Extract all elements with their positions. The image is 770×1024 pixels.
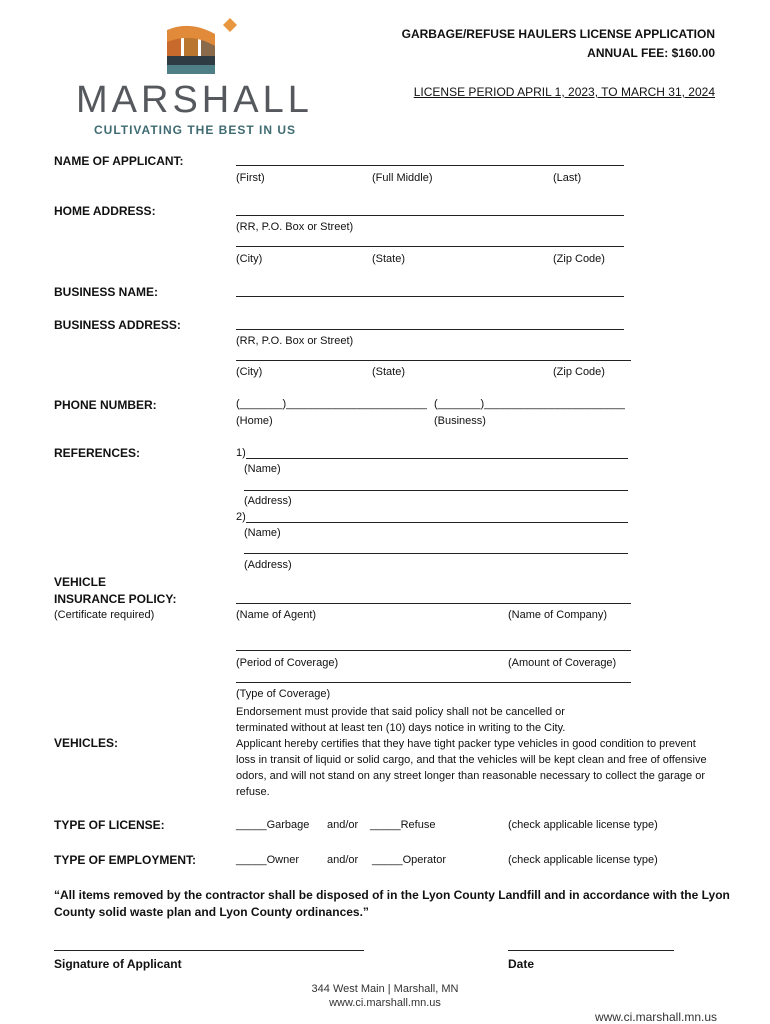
references-label: REFERENCES: (54, 446, 141, 460)
home-address-label: HOME ADDRESS: (54, 204, 156, 218)
agent-company-field[interactable] (236, 603, 631, 604)
reference-2-name-caption: (Name) (244, 527, 281, 539)
signature-label: Signature of Applicant (54, 957, 182, 971)
reference-1-address-field[interactable] (244, 490, 628, 491)
middle-caption: (Full Middle) (372, 172, 433, 184)
vehicle-label: VEHICLE (54, 575, 107, 589)
marshall-logo (70, 16, 340, 141)
first-caption: (First) (236, 172, 265, 184)
insurance-policy-label: INSURANCE POLICY: (54, 592, 177, 606)
footer-website: www.ci.marshall.mn.us (329, 997, 441, 1009)
coverage-period-amount-field[interactable] (236, 650, 631, 651)
reference-2-address-field[interactable] (244, 553, 628, 554)
period-caption: (Period of Coverage) (236, 657, 339, 669)
employment-type-label: TYPE OF EMPLOYMENT: (54, 853, 197, 867)
last-caption: (Last) (553, 172, 582, 184)
home-phone-field[interactable]: (_______)_______________________ (236, 398, 427, 410)
home-street-caption: (RR, P.O. Box or Street) (236, 221, 354, 233)
footer-address: 344 West Main | Marshall, MN (311, 983, 459, 995)
license-andor: and/or (327, 819, 359, 831)
reference-1-number: 1) (236, 447, 246, 459)
license-note: (check applicable license type) (508, 819, 658, 831)
business-street-caption: (RR, P.O. Box or Street) (236, 335, 354, 347)
disposal-statement: “All items removed by the contractor shall be disposed of in the Lyon County Landfill and in accordance with the Lyon County solid waste plan and Lyon County ordinances.” (54, 888, 730, 919)
reference-1-name-caption: (Name) (244, 463, 281, 475)
refuse-option[interactable]: _____Refuse (370, 819, 436, 831)
applicant-signature-field[interactable] (54, 950, 364, 951)
business-zip-caption: (Zip Code) (553, 366, 605, 378)
vehicles-certification-text: Applicant hereby certifies that they have tight packer type vehicles in good condition to prevent loss in transit of liquid or solid cargo, and that the vehicles will be kept clean and free of offensive odors, and will not stand on any street longer than reasonable necessary to collect the garage or refuse. (236, 738, 707, 798)
footer-website-corner: www.ci.marshall.mn.us (594, 1010, 717, 1024)
logo-tagline: CULTIVATING THE BEST IN US (94, 123, 296, 137)
type-caption: (Type of Coverage) (236, 688, 331, 700)
business-street-field[interactable] (236, 329, 624, 330)
reference-2-address-caption: (Address) (244, 559, 292, 571)
home-phone-caption: (Home) (236, 415, 273, 427)
date-field[interactable] (508, 950, 674, 951)
business-city-caption: (City) (236, 366, 263, 378)
home-street-field[interactable] (236, 215, 624, 216)
license-type-label: TYPE OF LICENSE: (54, 818, 165, 832)
employment-note: (check applicable license type) (508, 854, 658, 866)
business-name-field[interactable] (236, 296, 624, 297)
agent-caption: (Name of Agent) (236, 609, 317, 621)
business-phone-caption: (Business) (434, 415, 486, 427)
home-zip-caption: (Zip Code) (553, 253, 605, 265)
logo-wordmark: MARSHALL (76, 79, 313, 121)
vehicles-label: VEHICLES: (54, 736, 119, 750)
reference-2-name-field[interactable] (246, 522, 628, 523)
home-state-caption: (State) (372, 253, 406, 265)
logo-m-mark (167, 18, 237, 74)
coverage-type-field[interactable] (236, 682, 631, 683)
applicant-name-field[interactable] (236, 165, 624, 166)
home-city-field[interactable] (236, 246, 624, 247)
endorsement-text: Endorsement must provide that said policy shall not be cancelled or terminated without at least ten (10) days notice in writing to the City. (236, 706, 566, 734)
amount-caption: (Amount of Coverage) (508, 657, 617, 669)
business-city-field[interactable] (236, 360, 631, 361)
business-name-label: BUSINESS NAME: (54, 285, 159, 299)
company-caption: (Name of Company) (508, 609, 608, 621)
owner-option[interactable]: _____Owner (236, 854, 299, 866)
date-label: Date (508, 957, 535, 971)
annual-fee: ANNUAL FEE: $160.00 (587, 46, 715, 60)
form-title: GARBAGE/REFUSE HAULERS LICENSE APPLICATION (401, 27, 715, 41)
operator-option[interactable]: _____Operator (372, 854, 446, 866)
employment-andor: and/or (327, 854, 359, 866)
certificate-note: (Certificate required) (54, 609, 155, 621)
reference-2-number: 2) (236, 511, 246, 523)
garbage-option[interactable]: _____Garbage (236, 819, 310, 831)
license-period: LICENSE PERIOD APRIL 1, 2023, TO MARCH 31, 2024 (413, 85, 715, 99)
business-phone-field[interactable]: (_______)_______________________ (434, 398, 625, 410)
business-state-caption: (State) (372, 366, 406, 378)
applicant-label: NAME OF APPLICANT: (54, 154, 184, 168)
business-address-label: BUSINESS ADDRESS: (54, 318, 181, 332)
reference-1-name-field[interactable] (246, 458, 628, 459)
home-city-caption: (City) (236, 253, 263, 265)
phone-label: PHONE NUMBER: (54, 398, 157, 412)
reference-1-address-caption: (Address) (244, 495, 292, 507)
